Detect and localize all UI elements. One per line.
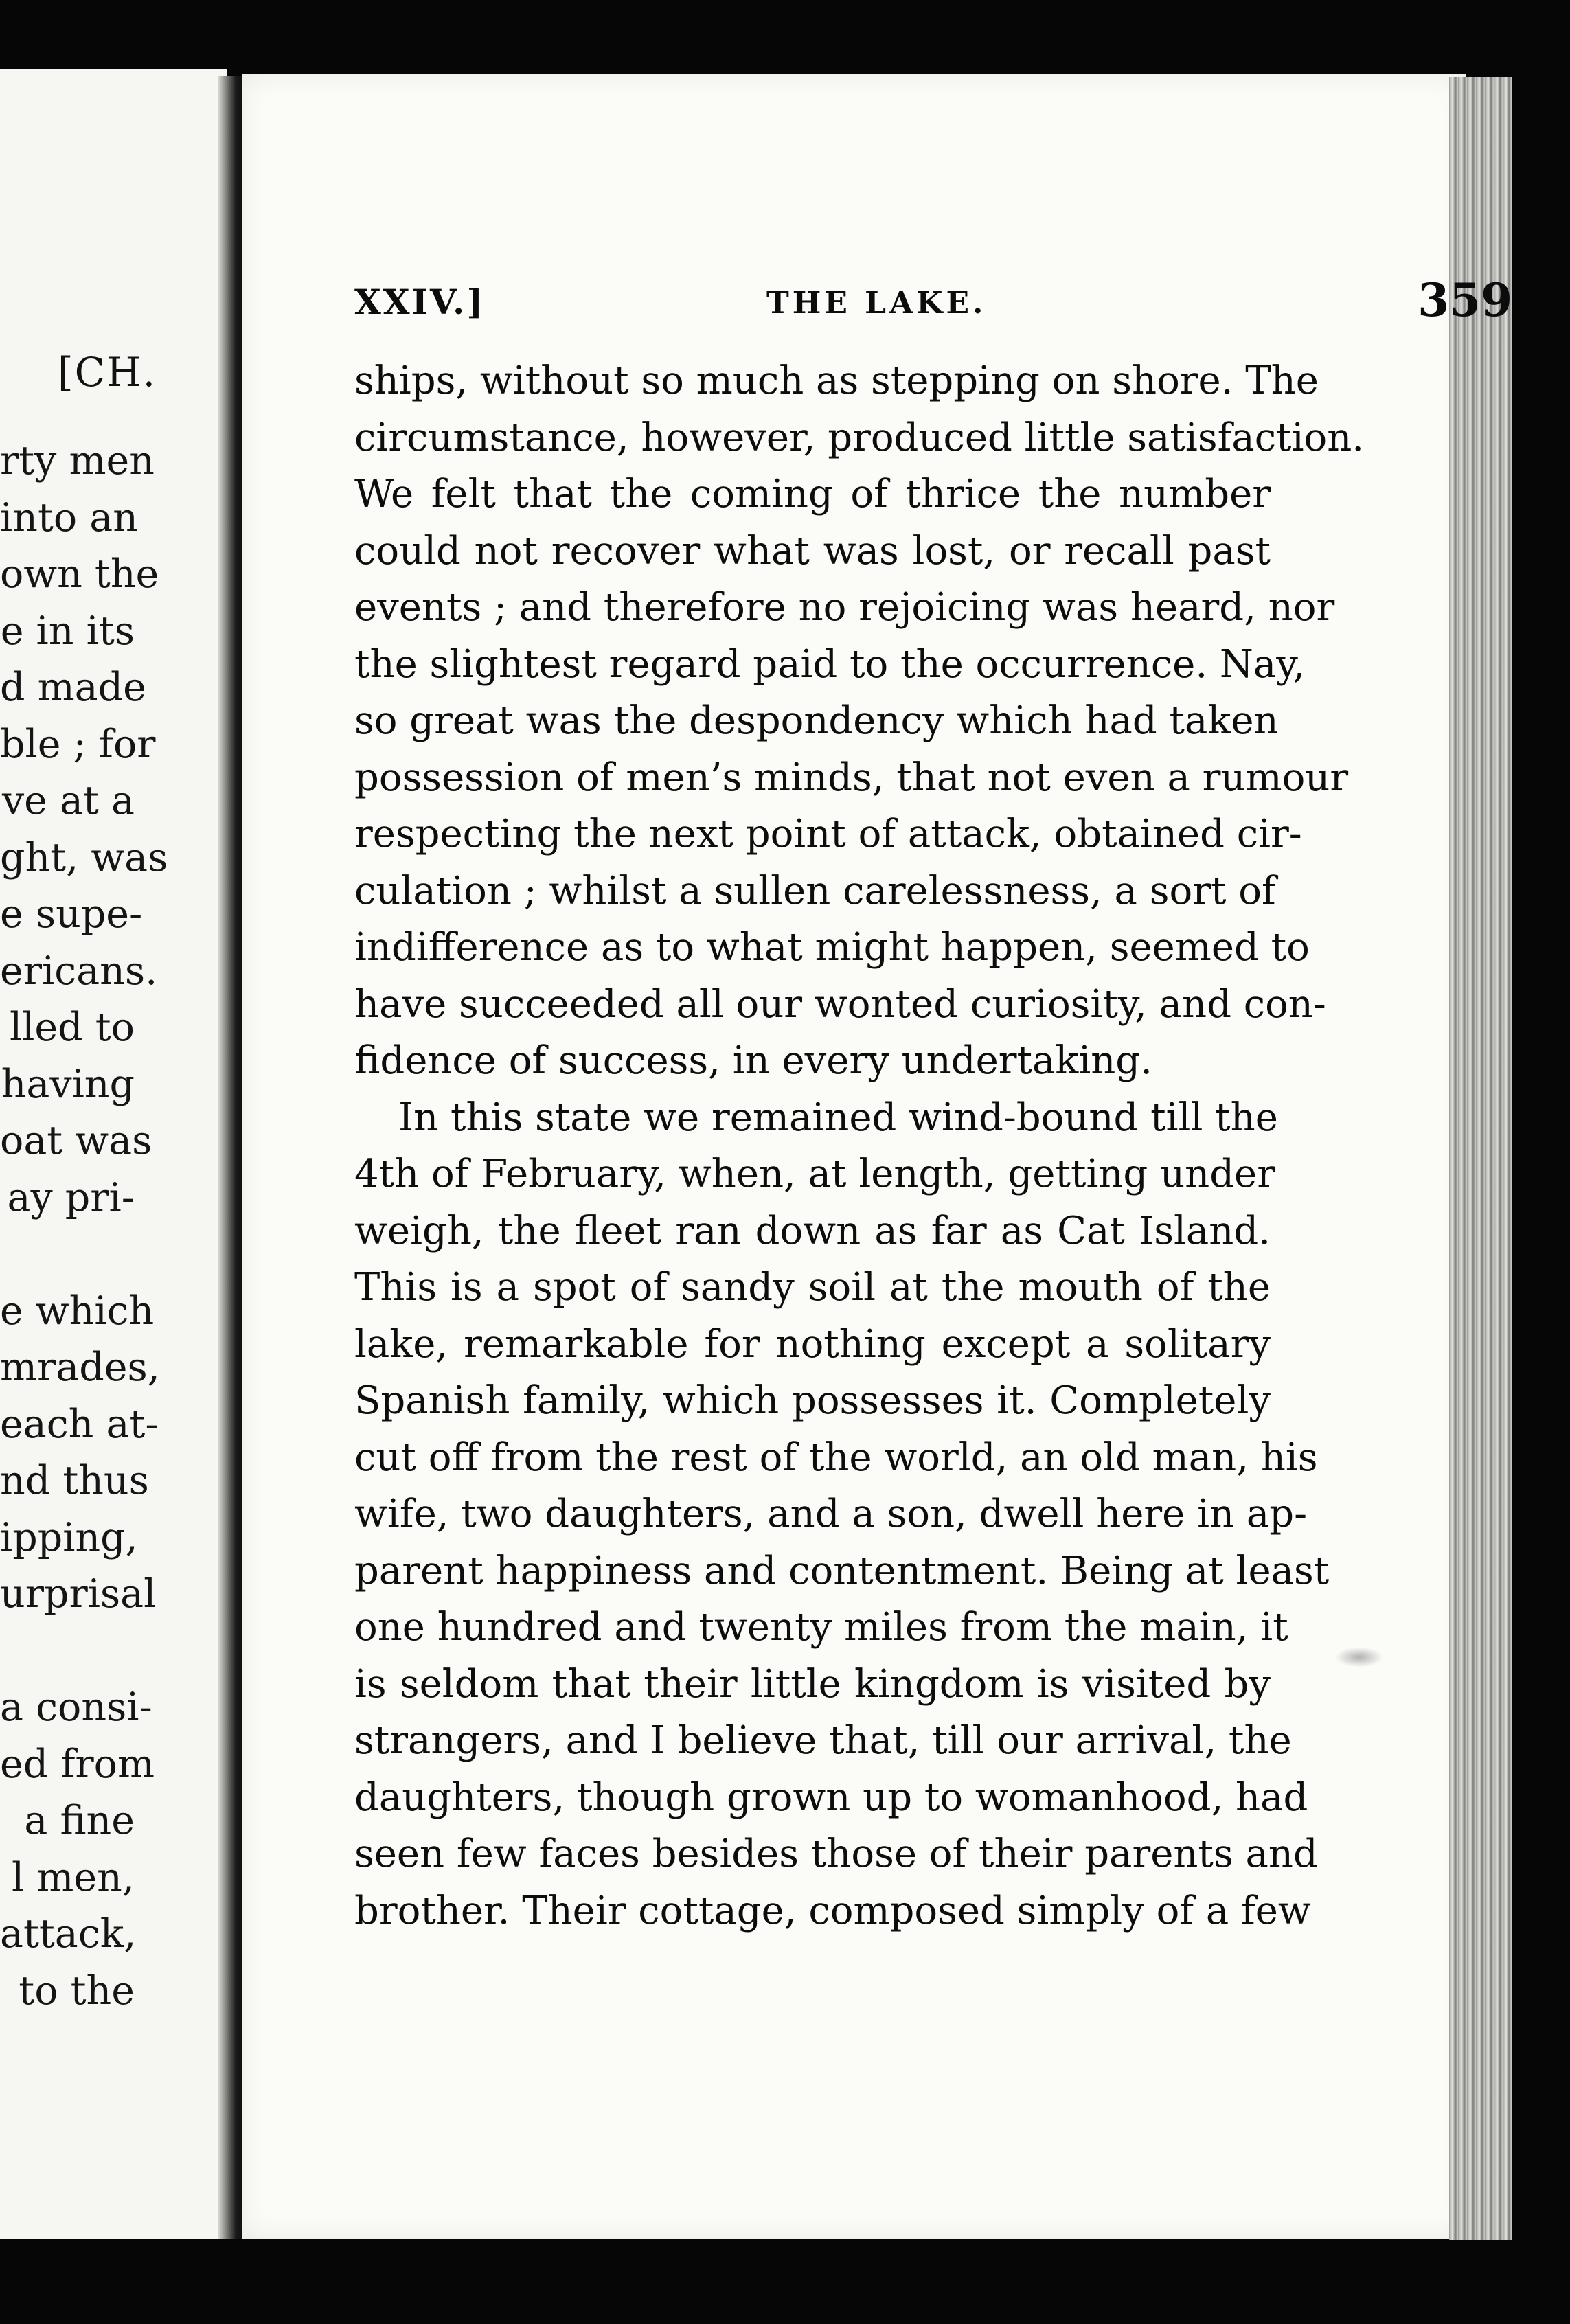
running-title: THE LAKE. [766, 286, 987, 321]
text-line: could not recover what was lost, or recall past [354, 528, 1271, 573]
facing-page-line: a consi- [0, 1685, 152, 1730]
facing-page-line: own the [0, 551, 159, 597]
facing-page-line: ve at a [1, 778, 135, 823]
facing-page-line [0, 1226, 227, 1283]
facing-page-line: rty men [0, 438, 155, 483]
body-text [354, 353, 1365, 1939]
chapter-number: XXIV.] [354, 282, 486, 322]
facing-page-line: into an [0, 494, 138, 540]
text-line: wife, two daughters, and a son, dwell here in ap- [354, 1492, 1308, 1536]
text-line: In this state we remained wind-bound till the [398, 1095, 1278, 1140]
text-line: respecting the next point of attack, obtained cir- [354, 812, 1302, 856]
page-edges [1449, 77, 1512, 2240]
facing-page-line: ble ; for [0, 721, 156, 767]
text-line: events ; and therefore no rejoicing was heard, nor [354, 585, 1335, 630]
paragraph [354, 353, 1365, 1090]
text-line: seen few faces besides those of their parents and [354, 1832, 1318, 1876]
facing-page-line: attack, [0, 1911, 137, 1957]
text-line: daughters, though grown up to womanhood, had [354, 1775, 1308, 1820]
facing-page-text [0, 433, 227, 2019]
paragraph [354, 1090, 1330, 1940]
running-head [354, 273, 1512, 335]
text-line: indifference as to what might happen, seemed to [354, 925, 1310, 970]
text-line: possession of men’s minds, that not even a rumour [354, 755, 1349, 800]
facing-page-line: each at- [0, 1401, 159, 1447]
text-line: circumstance, however, produced little satisfaction. [354, 415, 1365, 460]
facing-page-line: having [1, 1061, 135, 1107]
facing-page-line: ay pri- [7, 1174, 135, 1220]
text-line: the slightest regard paid to the occurrence. Nay, [354, 641, 1306, 687]
text-line: This is a spot of sandy soil at the mouth of the [354, 1265, 1271, 1310]
facing-page-line: a fine [24, 1798, 135, 1843]
text-line: culation ; whilst a sullen carelessness, a sort of [354, 868, 1276, 913]
facing-page-line: nd thus [0, 1458, 149, 1503]
text-line: 4th of February, when, at length, getting under [354, 1152, 1275, 1196]
facing-page-line: urprisal [0, 1571, 157, 1617]
text-line: parent happiness and contentment. Being at least [354, 1548, 1330, 1593]
text-line: Spanish family, which possesses it. Completely [354, 1378, 1271, 1423]
text-line: strangers, and I believe that, till our arrival, the [354, 1718, 1292, 1763]
paper-blemish [1335, 1647, 1383, 1667]
text-line: one hundred and twenty miles from the main, it [354, 1605, 1288, 1650]
text-line: is seldom that their little kingdom is visited by [354, 1661, 1271, 1707]
facing-page-header: [CH. [58, 349, 157, 396]
text-line: so great was the despondency which had taken [354, 698, 1279, 743]
facing-page-line: ipping, [0, 1514, 138, 1560]
facing-page-line: ght, was [0, 834, 168, 880]
text-line: have succeeded all our wonted curiosity, and con- [354, 981, 1326, 1027]
facing-page-line: e supe- [0, 891, 143, 937]
text-line: We felt that the coming of thrice the number [354, 472, 1271, 516]
facing-page-line: d made [0, 665, 146, 710]
text-line: weigh, the fleet ran down as far as Cat Island. [354, 1208, 1271, 1253]
facing-page-line: e in its [0, 608, 135, 654]
text-line: fidence of success, in every undertaking. [354, 1038, 1152, 1083]
text-line: lake, remarkable for nothing except a solitary [354, 1321, 1271, 1367]
facing-page-line [0, 1623, 227, 1680]
facing-page-line: mrades, [0, 1345, 160, 1390]
facing-page-line: oat was [0, 1118, 152, 1163]
facing-page-line: lled to [9, 1005, 135, 1050]
page-number: 359 [1418, 273, 1512, 327]
facing-page-line: to the [19, 1968, 135, 2014]
facing-page-line: l men, [12, 1854, 135, 1900]
text-line: brother. Their cottage, composed simply of a few [354, 1888, 1311, 1933]
facing-page [0, 69, 227, 2239]
text-line: ships, without so much as stepping on shore. The [354, 358, 1319, 403]
facing-page-line: e which [0, 1288, 155, 1334]
text-line: cut off from the rest of the world, an old man, his [354, 1435, 1318, 1480]
facing-page-line: ed from [0, 1741, 155, 1787]
facing-page-line: ericans. [0, 948, 158, 994]
